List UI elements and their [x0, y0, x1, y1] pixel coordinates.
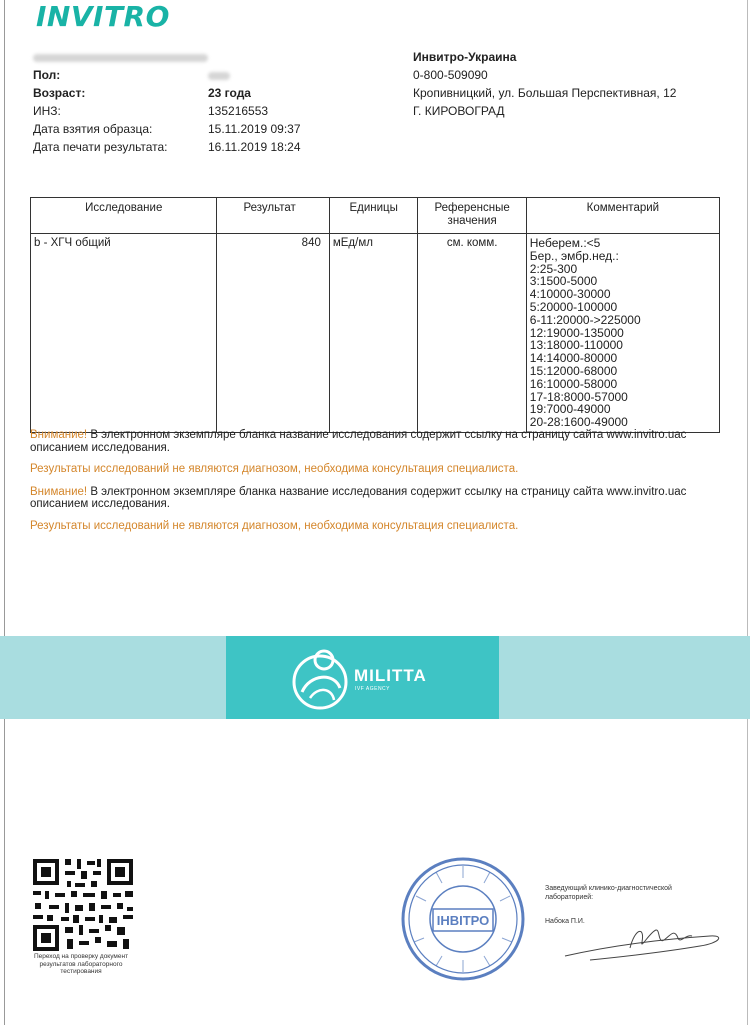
lab-name: Инвитро-Украина: [413, 50, 517, 64]
page-frame-right: [747, 0, 748, 1025]
signature-name: Набока П.И.: [545, 918, 585, 925]
inz-label: ИНЗ:: [33, 104, 61, 118]
print-date-value: 16.11.2019 18:24: [208, 140, 301, 154]
mother-child-logo-icon: [288, 642, 352, 714]
attention-text: В электронном экземпляре бланка название исследования содержит ссылку на страницу сайта www.invitro.uac описанием исследования.: [30, 485, 687, 510]
qr-code-icon: [31, 857, 135, 953]
lab-info: [413, 48, 676, 120]
lab-phone: 0-800-509090: [413, 68, 488, 82]
comment-line: 15:12000-68000: [529, 363, 618, 378]
invitro-logo: INVITRO: [36, 0, 170, 33]
table-row: [31, 234, 720, 433]
stamp-center-text: ІНВІТРО: [436, 913, 490, 928]
comment-line: 13:18000-110000: [529, 338, 623, 353]
cell-reference: см. комм.: [418, 234, 526, 433]
qr-caption: Переход на проверку документ результатов лабораторного тестирования: [33, 953, 129, 975]
gender-value-redacted: [208, 66, 230, 84]
table-header-row: [31, 198, 720, 234]
sample-date-value: 15.11.2019 09:37: [208, 122, 301, 136]
comment-line: 17-18:8000-57000: [529, 389, 628, 404]
brand-subtitle: IVF AGENCY: [355, 686, 391, 692]
comment-line: Неберем.:<5: [529, 236, 601, 250]
header-reference: Референсные значения: [418, 198, 526, 234]
gender-row: [33, 66, 208, 84]
redacted-name: [33, 54, 208, 62]
header-result: Результат: [217, 198, 329, 234]
header-comment: Комментарий: [526, 198, 719, 234]
print-date-row: [33, 138, 301, 156]
attention-label: Внимание!: [30, 429, 88, 441]
lab-stamp: [400, 856, 526, 982]
attention-text: В электронном экземпляре бланка название исследования содержит ссылку на страницу сайта www.invitro.uac описанием исследования.: [30, 429, 687, 454]
signature-title: Заведующий клинико-диагностической лабораторией:: [545, 885, 672, 901]
comment-line: 5:20000-100000: [529, 299, 618, 314]
age-value: 23 года: [208, 86, 251, 100]
militta-banner: [226, 636, 499, 719]
header-study: Исследование: [31, 198, 217, 234]
results-table: [30, 197, 720, 433]
comment-line: 3:1500-5000: [529, 274, 598, 289]
sample-date-row: [33, 120, 301, 138]
cell-study: b - ХГЧ общий: [31, 234, 217, 433]
comment-line: 4:10000-30000: [529, 287, 611, 302]
disclaimer-1: Результаты исследований не являются диагнозом, необходима консультация специалиста.: [30, 463, 519, 475]
comment-line: 2:25-300: [529, 261, 578, 276]
gender-label: Пол:: [33, 68, 61, 82]
lab-address: Кропивницкий, ул. Большая Перспективная, 12: [413, 86, 677, 100]
patient-info: [33, 48, 301, 156]
age-label: Возраст:: [33, 86, 86, 100]
brand-name: MILITTA: [354, 666, 427, 685]
lab-city: Г. КИРОВОГРАД: [413, 104, 505, 118]
cell-units: мЕд/мл: [329, 234, 418, 433]
inz-row: [33, 102, 269, 120]
patient-name-row: [33, 48, 208, 66]
comment-line: 20-28:1600-49000: [529, 415, 628, 430]
comment-line: 12:19000-135000: [529, 325, 624, 340]
disclaimer-2: Результаты исследований не являются диагнозом, необходима консультация специалиста.: [30, 519, 519, 532]
comment-line: 14:14000-80000: [529, 351, 618, 366]
cell-comment: [526, 234, 719, 433]
notes-section: [30, 429, 720, 532]
print-date-label: Дата печати результата:: [33, 140, 168, 154]
signature-icon: [560, 918, 730, 968]
age-row: [33, 84, 251, 102]
comment-line: 19:7000-49000: [529, 402, 611, 417]
page-frame-left: [4, 0, 5, 1025]
attention-note-2: [30, 486, 720, 511]
cell-result: 840: [217, 234, 329, 433]
inz-value: 135216553: [208, 104, 269, 118]
comment-line: Бер., эмбр.нед.:: [529, 248, 619, 263]
comment-line: 6-11:20000->225000: [529, 312, 641, 327]
header-units: Единицы: [329, 198, 418, 234]
attention-note-1: [30, 429, 720, 454]
attention-label: Внимание!: [30, 485, 88, 498]
sample-date-label: Дата взятия образца:: [33, 122, 153, 136]
comment-line: 16:10000-58000: [529, 376, 618, 391]
